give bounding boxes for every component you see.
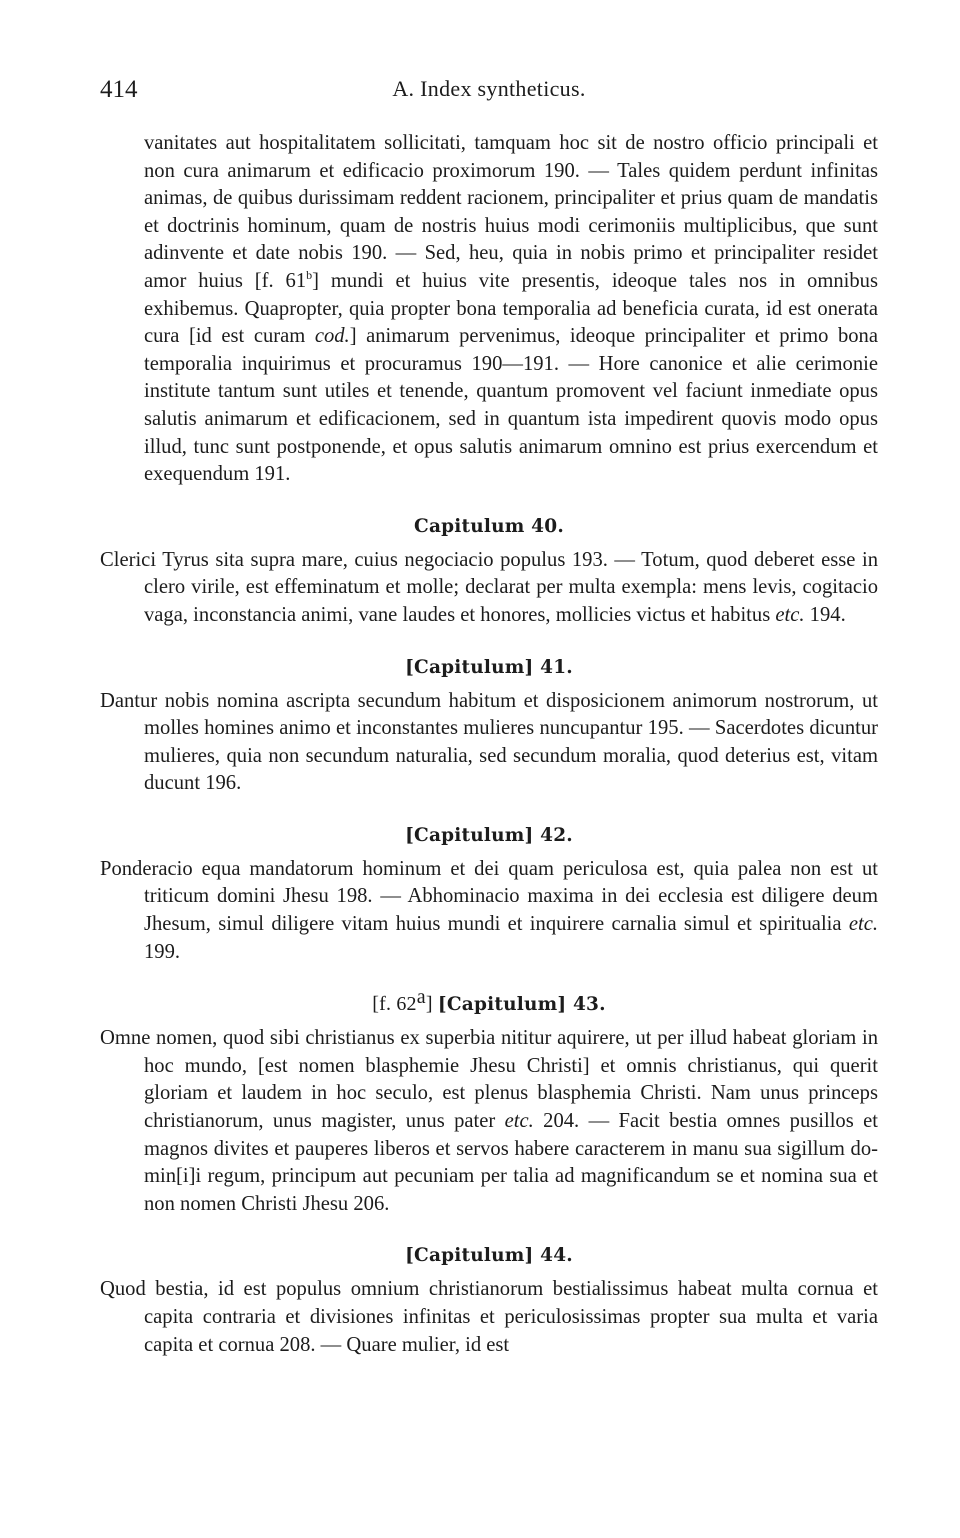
chapter-43-etc: etc.: [504, 1110, 534, 1133]
intro-text-2: ] mundi et huius vite presentis, ideoque tales nos in omnibus exhibemus. Quapropter, quia propter bona temporalia ad beneficia curata, id est onerata cura [id est curam: [144, 269, 878, 348]
chapter-43-label: [Capitulum] 43.: [437, 994, 606, 1016]
chapter-43-heading: [100, 986, 878, 1018]
chapter-40-heading: Capitulum 40.: [414, 515, 564, 537]
folio-ref: [f. 62: [372, 993, 417, 1016]
intro-text-3: ] animarum pervenimus, ideoque principaliter et primo bona temporalia inquirimus et procuramus 190—191. — Hore canonice et alie cerimonie institute tantum sunt utiles et tenende, quantum promovent vel faciunt inmediate opus salutis animarum et edificacionem, sed in quantum ista impedirent quovis modo opus illud, tunc sunt postponende, et opus salutis animarum omnino est prius exercendum et exequendum 191.: [144, 325, 878, 486]
chapter-40-text: [100, 547, 878, 630]
folio-ref-close: ]: [425, 993, 438, 1016]
chapter-40-etc: etc.: [775, 603, 805, 626]
chapter-42-text-1: Ponderacio equa mandatorum hominum et dei quam periculosa est, quia palea non est ut triticum domini Jhesu 198. — Abhominacio maxima in dei ecclesia est diligere deum Jhesum, simul diligere vitam huius mundi et inquirere carnalia simul et spiritualia: [100, 857, 878, 936]
chapter-44-heading: [Capitulum] 44.: [405, 1245, 573, 1267]
chapter-40-text-1: Clerici Tyrus sita supra mare, cuius negociacio populus 193. — Totum, quod deberet esse in clero virile, est effeminatum et molle; declarat per multa exempla: mens levis, cogitacio vaga, inconstancia animi, vane laudes et honores, mollicies victus et habitus: [100, 548, 878, 626]
chapter-42-text: [100, 856, 878, 966]
cod-abbrev: cod.: [314, 325, 350, 348]
chapter-43-text-1: Omne nomen, quod sibi christianus ex superbia nititur aquirere, ut per illud habeat gloriam in hoc mundo, [est nomen blasphemie Jhesu Christi] et omnis christianus, qui querit gloriam et laudem in hoc seculo, est plenus blasphemia Christi. Nam unus princeps christianorum, unus magister, unus pater: [100, 1027, 878, 1133]
chapter-41-text: Dantur nobis nomina ascripta secundum habitum et disposicionem animorum nostrorum, ut molles homines animo et inconstantes mulieres nuncupantur 195. — Sacerdotes dicuntur mulieres, quia non secundum naturalia, sed secundum moralia, quod deterius est, vitam ducunt 196.: [100, 689, 878, 795]
chapter-42-heading: [Capitulum] 42.: [405, 824, 573, 846]
chapter-43-text-2: 204. — Facit bestia omnes pusillos et magnos divites et pauperes liberos et servos habere caracterem in manu sua sigillum domin[i]i regum, principum aut pecuniam per talia ad magnificandum se et nomina sua et non nomen Christi Jhesu 206.: [144, 1110, 878, 1215]
folio-ref-superscript: a: [416, 986, 426, 1009]
running-head: [100, 76, 878, 110]
chapter-42-etc: etc.: [848, 913, 878, 936]
folio-superscript: b: [306, 268, 313, 283]
intro-text-1: vanitates aut hospitalitatem sollicitati, tamquam hoc sit de nostro officio principali et non cura animarum et edificacio proximorum 190. — Tales quidem perdunt infinitas animas, de quibus durissimam reddent racionem, principaliter et prius quam de mandatis et doctrinis hominum, quam de nostris huius modi cerimoniis multiplicibus, que sunt adinvente et date nobis 190. — Sed, heu, quia in nobis primo et principaliter residet amor huius [f. 61: [144, 132, 878, 292]
chapter-44-text: Quod bestia, id est populus omnium christianorum bestialissimus habeat multa cornua et capita contraria et divisiones infinitas et periculosissimas propter sua multa et varia capita et cornua 208. — Quare mulier, id est: [100, 1278, 878, 1356]
running-title: A. Index syntheticus.: [392, 76, 586, 101]
text-block: [100, 130, 878, 1359]
intro-paragraph: [100, 130, 878, 489]
chapter-40-text-2: 194.: [804, 603, 846, 626]
chapter-43-text: [100, 1025, 878, 1218]
chapter-42-text-2: 199.: [144, 940, 181, 963]
chapter-41-heading: [Capitulum] 41.: [405, 656, 573, 678]
page-number: 414: [100, 76, 138, 103]
